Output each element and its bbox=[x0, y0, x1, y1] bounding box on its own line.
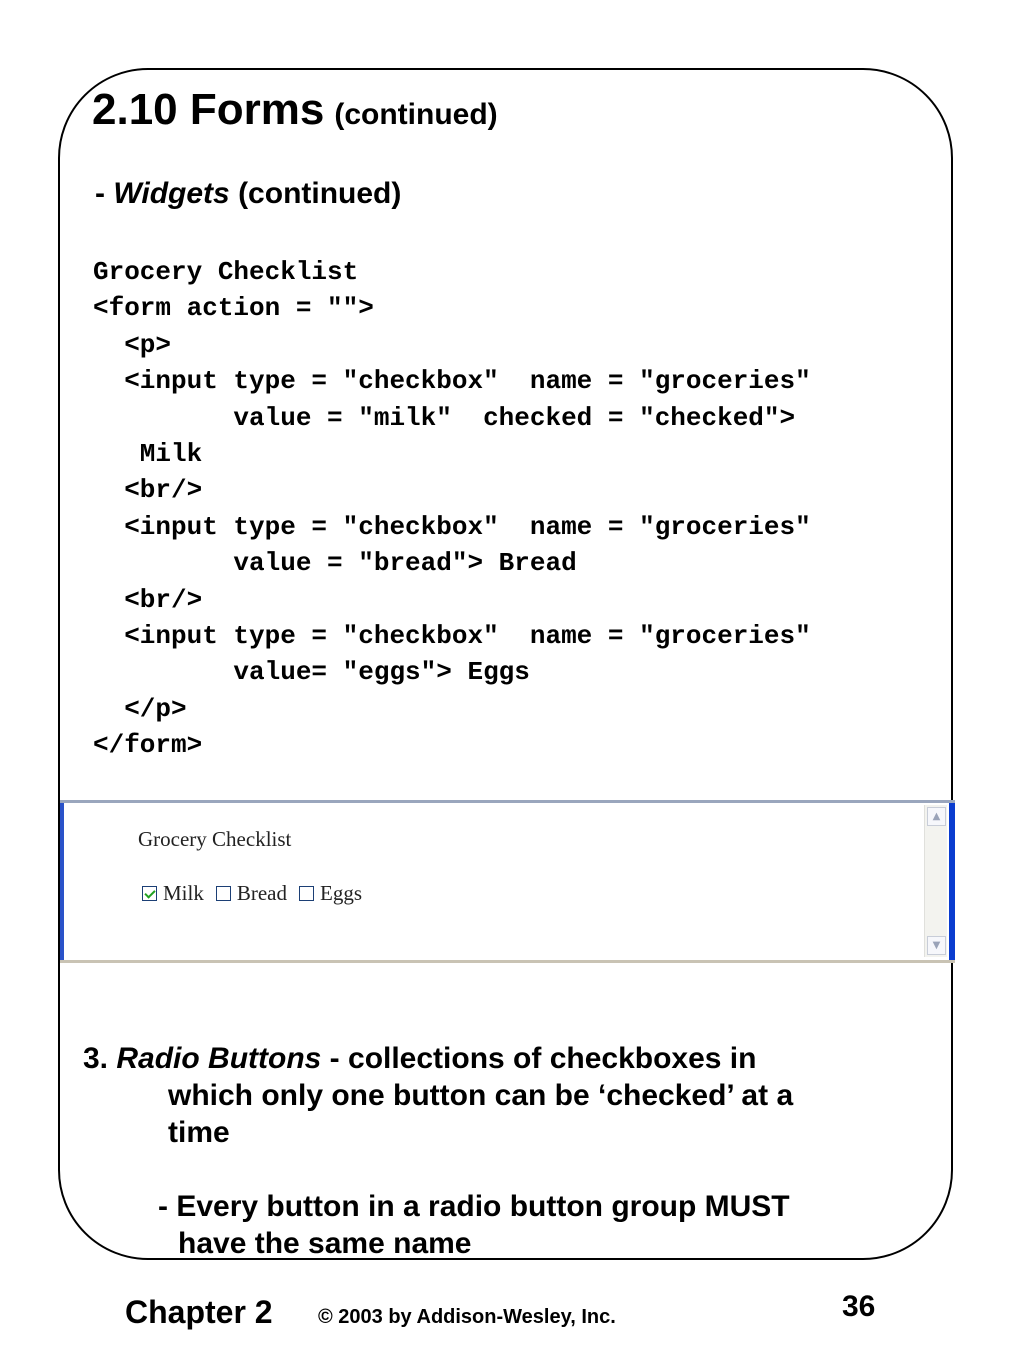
code-line: value = "milk" checked = "checked"> bbox=[93, 402, 796, 433]
window-border-left bbox=[60, 803, 64, 960]
code-line: <br/> bbox=[93, 584, 203, 615]
code-line: </p> bbox=[93, 693, 187, 724]
code-line: <input type = "checkbox" name = "groceries" bbox=[93, 621, 811, 652]
checkbox-label-milk: Milk bbox=[163, 881, 204, 905]
subheading: - Widgets (continued) bbox=[95, 177, 402, 210]
footer-copyright: © 2003 by Addison-Wesley, Inc. bbox=[318, 1306, 616, 1328]
checkbox-label-bread: Bread bbox=[236, 881, 287, 905]
code-line: <input type = "checkbox" name = "groceries" bbox=[93, 366, 811, 397]
vertical-scrollbar[interactable] bbox=[924, 805, 947, 957]
browser-heading: Grocery Checklist bbox=[138, 827, 292, 851]
code-line: <p> bbox=[93, 329, 172, 360]
point-3-note: - Every button in a radio button group MUST have the same name bbox=[158, 1190, 790, 1260]
point-3-term: Radio Buttons bbox=[116, 1042, 322, 1075]
checkbox-group bbox=[142, 881, 374, 906]
checkbox-eggs[interactable] bbox=[299, 886, 314, 901]
scroll-down-icon[interactable]: ▼ bbox=[927, 936, 946, 955]
code-line: <br/> bbox=[93, 475, 203, 506]
checkbox-bread[interactable] bbox=[216, 886, 231, 901]
title-suffix: (continued) bbox=[334, 98, 498, 131]
scroll-up-icon[interactable]: ▲ bbox=[927, 807, 946, 826]
slide-title: 2.10 Forms (continued) bbox=[92, 85, 498, 134]
page-number: 36 bbox=[842, 1290, 876, 1323]
point-3-text: 3. Radio Buttons - collections of checkboxes in which only one button can be ‘checked’ at a time bbox=[83, 1042, 794, 1149]
code-block bbox=[93, 254, 811, 764]
code-line: value= "eggs"> Eggs bbox=[93, 657, 530, 688]
code-line: value = "bread"> Bread bbox=[93, 548, 577, 579]
checkbox-label-eggs: Eggs bbox=[320, 881, 362, 905]
code-line: <form action = ""> bbox=[93, 293, 374, 324]
footer-chapter: Chapter 2 bbox=[125, 1294, 273, 1330]
subheading-term: Widgets bbox=[113, 177, 230, 210]
browser-render-screenshot bbox=[60, 800, 955, 963]
code-line: <input type = "checkbox" name = "groceries" bbox=[93, 511, 811, 542]
checkbox-milk[interactable] bbox=[142, 886, 157, 901]
window-border-right bbox=[949, 803, 955, 960]
code-line: </form> bbox=[93, 730, 203, 761]
code-line: Grocery Checklist bbox=[93, 257, 359, 287]
code-line: Milk bbox=[93, 439, 203, 470]
